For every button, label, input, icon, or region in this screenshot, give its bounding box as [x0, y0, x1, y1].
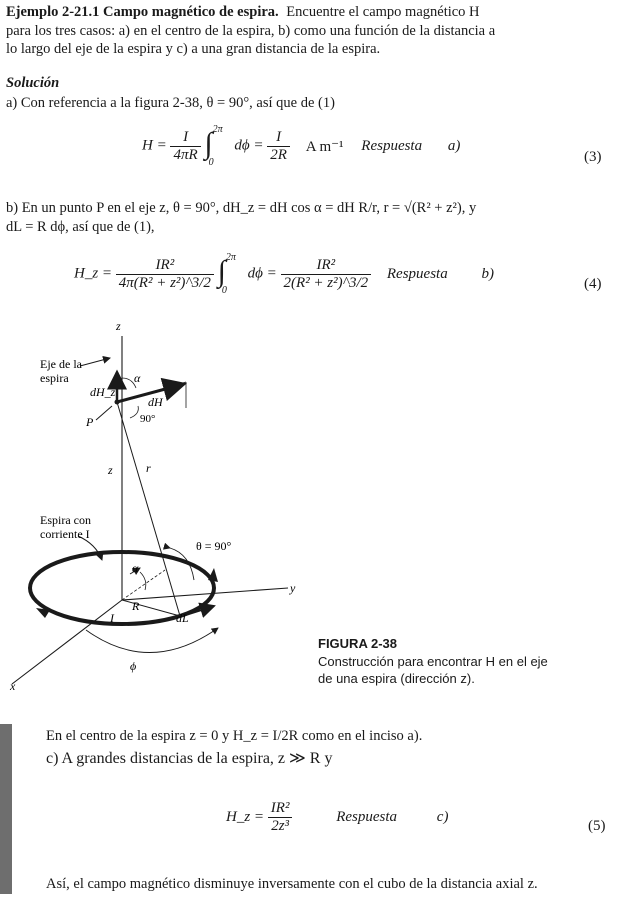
- figure-caption-line-2: de una espira (dirección z).: [318, 671, 475, 686]
- equation-3: [142, 124, 461, 168]
- label-alpha-top: α: [134, 371, 141, 385]
- solution-b-line-2: dL = R dϕ, así que de (1),: [6, 219, 155, 235]
- example-header: [6, 4, 480, 21]
- label-espira-con: Espira con: [40, 513, 91, 527]
- eq3-frac1-den: 4πR: [173, 146, 198, 163]
- eq3-answer: Respuesta: [361, 137, 423, 154]
- integral-sign: ∫: [217, 255, 226, 288]
- figure-caption-line-1: Construcción para encontrar H en el eje: [318, 654, 548, 669]
- label-corriente: corriente I: [40, 527, 90, 541]
- solution-a-text: a) Con referencia a la figura 2-38, θ = 90°, así que de (1): [6, 95, 335, 111]
- equation-5: [226, 800, 448, 835]
- label-eje: Eje de la: [40, 357, 82, 371]
- eq4-lower-limit: 0: [221, 285, 227, 296]
- eq4-frac2-den: 2(R² + z²)^3/2: [283, 274, 369, 291]
- equation-3-number: (3): [584, 149, 602, 165]
- conclusion-text: Así, el campo magnético disminuye inversamente con el cubo de la distancia axial z.: [46, 876, 538, 892]
- y-axis-line: [122, 588, 288, 600]
- radius-line: [122, 600, 180, 616]
- r-line: [117, 402, 180, 616]
- eq5-answer: Respuesta: [336, 809, 398, 825]
- eq5-frac-num: IR²: [268, 800, 293, 818]
- eq4-frac2-num: IR²: [281, 257, 372, 275]
- label-z-top: z: [116, 319, 121, 333]
- eq4-label: b): [481, 265, 494, 282]
- label-x: x: [10, 679, 16, 693]
- eq3-lhs: H =: [142, 137, 167, 154]
- solution-heading: Solución: [6, 75, 60, 91]
- label-y: y: [290, 581, 296, 595]
- eq4-lhs: H_z =: [74, 265, 113, 282]
- eq4-fraction-2: [281, 257, 372, 292]
- eq3-frac2-den: 2R: [270, 146, 287, 163]
- label-dL: dL: [176, 611, 189, 625]
- integral-sign: ∫: [204, 127, 213, 160]
- label-r: r: [146, 461, 151, 475]
- example-title: Ejemplo 2-21.1 Campo magnético de espira.: [6, 4, 279, 20]
- eq4-answer: Respuesta: [386, 265, 448, 282]
- eq5-fraction: [268, 800, 293, 835]
- solution-c-text: c) A grandes distancias de la espira, z ≫ R y: [46, 750, 333, 767]
- eq4-frac1-num: IR²: [116, 257, 214, 275]
- eq5-label: c): [436, 809, 449, 825]
- label-R: R: [132, 599, 140, 613]
- eq3-unit: A m⁻¹: [305, 138, 344, 155]
- label-dHz: dH_z: [90, 385, 116, 399]
- equation-5-number: (5): [588, 818, 606, 834]
- eq3-fraction-1: [170, 129, 200, 164]
- label-alpha-bottom: α: [132, 561, 139, 575]
- label-dH: dH: [148, 395, 163, 409]
- eq4-frac1-den: 4π(R² + z²)^3/2: [118, 274, 211, 291]
- label-90: 90°: [140, 413, 156, 425]
- label-theta: θ = 90°: [196, 539, 232, 553]
- eq3-lower-limit: 0: [208, 157, 214, 168]
- eq4-fraction-1: [116, 257, 214, 292]
- figure-2-38-diagram: [0, 318, 629, 708]
- solution-b-line-1: b) En un punto P en el eje z, θ = 90°, dH_z = dH cos α = dH R/r, r = √(R² + z²), y: [6, 200, 477, 216]
- equation-4-number: (4): [584, 276, 602, 292]
- eq4-upper-limit: 2π: [225, 252, 236, 263]
- eq3-label: a): [447, 137, 461, 154]
- eq3-frac1-num: I: [170, 129, 200, 147]
- eq5-lhs: H_z =: [226, 809, 265, 825]
- eq3-integrand: dϕ =: [234, 137, 264, 154]
- point-P: [115, 400, 120, 405]
- eq3-frac2-num: I: [267, 129, 290, 147]
- eq4-integrand: dϕ =: [247, 265, 277, 282]
- example-line-2: para los tres casos: a) en el centro de la espira, b) como una función de la distancia a: [6, 23, 496, 39]
- eq3-fraction-2: [267, 129, 290, 164]
- label-phi: ϕ: [130, 659, 137, 673]
- center-of-loop-text: En el centro de la espira z = 0 y H_z = I/2R como en el inciso a).: [46, 728, 423, 744]
- eq4-limits: [221, 252, 244, 296]
- eq3-limits: [208, 124, 231, 168]
- label-espira: espira: [40, 371, 69, 385]
- equation-4: [74, 252, 494, 296]
- eq3-upper-limit: 2π: [212, 124, 223, 135]
- example-intro: Encuentre el campo magnético H: [286, 4, 480, 20]
- example-line-3: lo largo del eje de la espira y c) a una gran distancia de la espira.: [6, 41, 381, 57]
- figure-caption-title: FIGURA 2-38: [318, 636, 397, 651]
- margin-bar: [0, 724, 12, 894]
- eq5-frac-den: 2z³: [271, 818, 290, 834]
- label-P: P: [86, 415, 94, 429]
- label-z-mid: z: [108, 463, 113, 477]
- label-I: I: [110, 611, 114, 625]
